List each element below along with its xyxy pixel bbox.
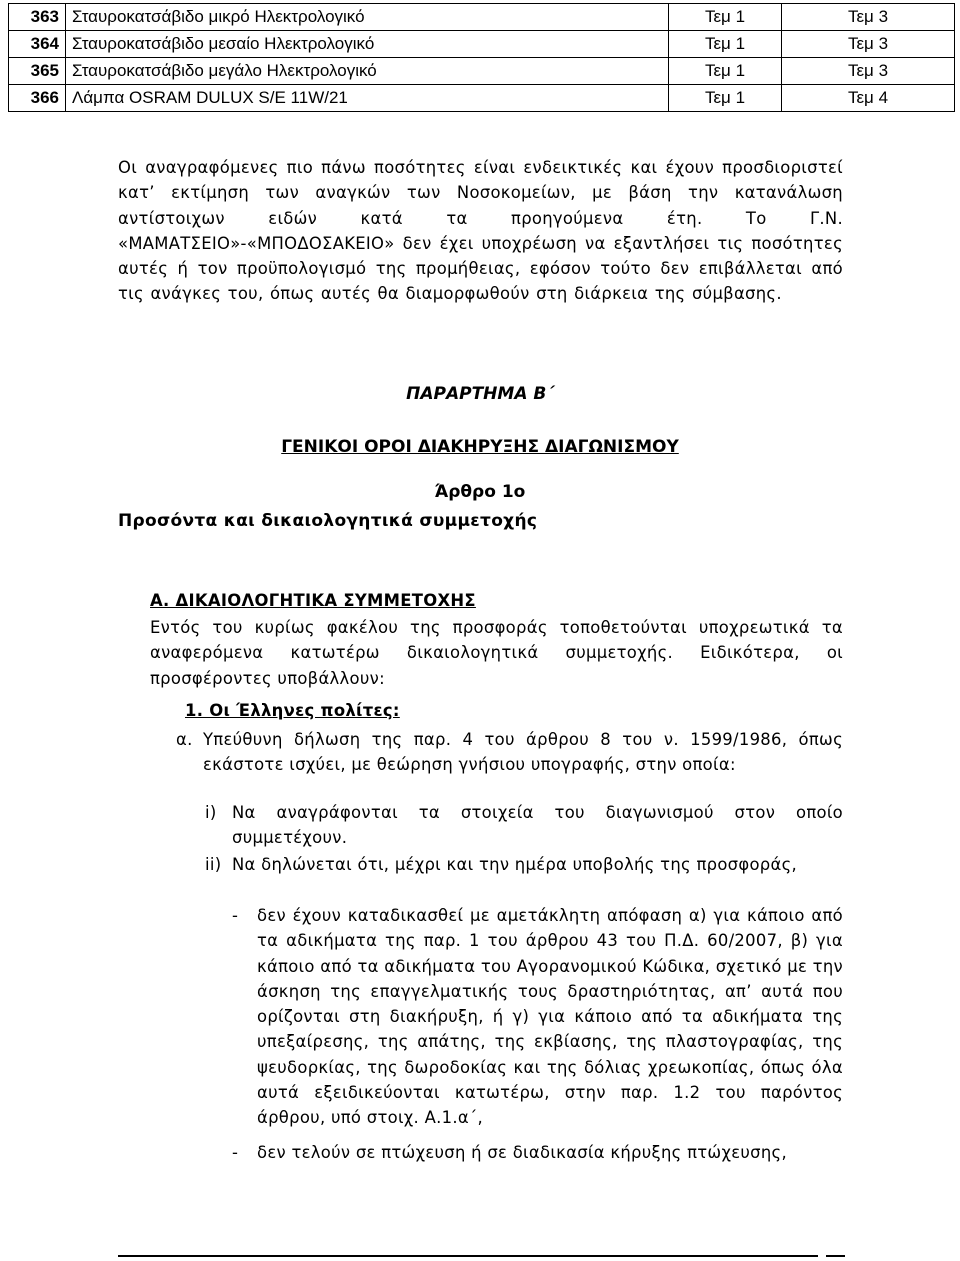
items-table — [8, 3, 955, 112]
section-a-title: Α. ΔΙΚΑΙΟΛΟΓΗΤΙΚΑ ΣΥΜΜΕΤΟΧΗΣ — [150, 591, 476, 610]
footer-line — [118, 1255, 818, 1257]
item-name: Σταυροκατσάβιδο μεγάλο Ηλεκτρολογικό — [66, 58, 669, 85]
table-row — [9, 4, 955, 31]
table-row — [9, 58, 955, 85]
dash-bullet-2: - — [232, 1143, 239, 1162]
sub-i-label: i) — [205, 803, 217, 822]
item-total-quantity: Τεμ 3 — [782, 4, 955, 31]
item-a-label: α. — [176, 730, 193, 749]
sub-i-text: Να αναγράφονται τα στοιχεία του διαγωνισμού στον οποίο συμμετέχουν. — [232, 803, 843, 848]
intro-paragraph: Οι αναγραφόμενες πιο πάνω ποσότητες είναι ενδεικτικές και έχουν προσδιοριστεί κατ’ εκτίμηση των αναγκών των Νοσοκομείων, με βάση την κατανάλωση αντίστοιχων ειδών κατά τα προηγούμενα έτη. Το Γ.Ν. «ΜΑΜΑΤΣΕΙΟ»-«ΜΠΟΔΟΣΑΚΕΙΟ» δεν έχει υποχρέωση να εξαντλήσει τις ποσότητες αυτές ή τον προϋπολογισμό της προμήθειας, εφόσον τούτο δεν επιβάλλεται από τις ανάγκες του, όπως αυτές θα διαμορφωθούν στη διάρκεια της σύμβασης. — [118, 158, 843, 304]
item-unit-quantity: Τεμ 1 — [669, 4, 782, 31]
item-unit-quantity: Τεμ 1 — [669, 31, 782, 58]
table-row — [9, 85, 955, 112]
item-name: Σταυροκατσάβιδο μεσαίο Ηλεκτρολογικό — [66, 31, 669, 58]
sub-ii-text: Να δηλώνεται ότι, μέχρι και την ημέρα υποβολής της προσφοράς, — [232, 855, 798, 874]
item-a-text: Υπεύθυνη δήλωση της παρ. 4 του άρθρου 8 του ν. 1599/1986, όπως εκάστοτε ισχύει, με θεώρηση γνήσιου υπογραφής, στην οποία: — [203, 730, 843, 775]
article-title: Άρθρο 1ο — [434, 482, 526, 502]
general-terms-title: ΓΕΝΙΚΟΙ ΟΡΟΙ ΔΙΑΚΗΡΥΞΗΣ ΔΙΑΓΩΝΙΣΜΟΥ — [281, 437, 679, 457]
item-number: 364 — [9, 31, 66, 58]
item-unit-quantity: Τεμ 1 — [669, 58, 782, 85]
item-number: 363 — [9, 4, 66, 31]
footer-line-short — [826, 1255, 845, 1257]
item-name: Λάμπα OSRAM DULUX S/E 11W/21 — [66, 85, 669, 112]
article-subtitle: Προσόντα και δικαιολογητικά συμμετοχής — [118, 511, 538, 531]
item-name: Σταυροκατσάβιδο μικρό Ηλεκτρολογικό — [66, 4, 669, 31]
section-a-text: Εντός του κυρίως φακέλου της προσφοράς τοποθετούνται υποχρεωτικά τα αναφερόμενα κατωτέρω δικαιολογητικά συμμετοχής. Ειδικότερα, οι προσφέροντες υποβάλλουν: — [150, 618, 843, 688]
item-number: 366 — [9, 85, 66, 112]
annex-title: ΠΑΡΑΡΤΗΜΑ Β΄ — [406, 384, 554, 404]
greek-citizens-title: 1. Οι Έλληνες πολίτες: — [185, 701, 400, 720]
table-row — [9, 31, 955, 58]
item-total-quantity: Τεμ 3 — [782, 31, 955, 58]
sub-ii-label: ii) — [205, 855, 222, 874]
dash-bullet-1: - — [232, 906, 239, 925]
dash1-text: δεν έχουν καταδικασθεί με αμετάκλητη απόφαση α) για κάποιο από τα αδικήματα της παρ. 1 του άρθρου 43 του Π.Δ. 60/2007, β) για κάποιο από τα αδικήματα του Αγορανομικού Κώδικα, σχετικό με την άσκηση της επαγγελματικής τους δραστηριότητας, απ’ αυτά που ορίζονται στη διακήρυξη, ή γ) για κάποιο από τα αδικήματα της υπεξαίρεσης, της απάτης, της εκβίασης, της πλαστογραφίας, της ψευδορκίας, της δωροδοκίας και της δόλιας χρεωκοπίας, όπως όλα αυτά εξειδικεύονται κατωτέρω, στην παρ. 1.2 του παρόντος άρθρου, υπό στοιχ. Α.1.α΄, — [257, 906, 843, 1128]
item-total-quantity: Τεμ 4 — [782, 85, 955, 112]
dash2-text: δεν τελούν σε πτώχευση ή σε διαδικασία κήρυξης πτώχευσης, — [257, 1143, 787, 1162]
item-total-quantity: Τεμ 3 — [782, 58, 955, 85]
item-unit-quantity: Τεμ 1 — [669, 85, 782, 112]
item-number: 365 — [9, 58, 66, 85]
